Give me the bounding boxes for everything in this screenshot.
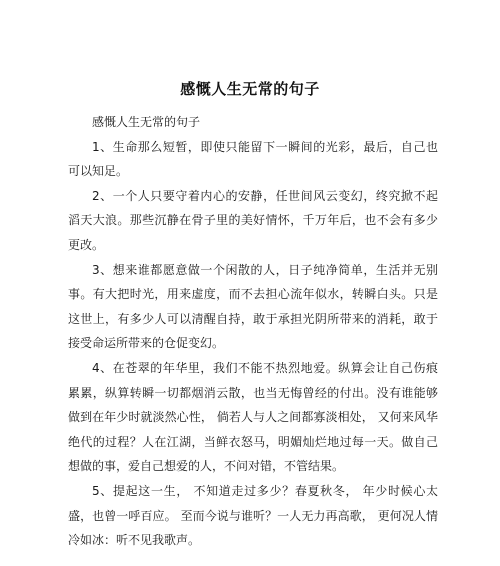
paragraph-2: 2、一个人只要守着内心的安静，任世间风云变幻，终究掀不起 滔天大浪。那些沉静在骨子里的美好情怀，千万年后，也不会有多少 更改。 xyxy=(68,188,438,252)
paragraph-4: 4、在苍翠的年华里，我们不能不热烈地爱。纵算会让自己伤痕 累累，纵算转瞬一切都烟消云散，也当无悔曾经的付出。没有谁能够 做到在年少时就淡然心性， 倘若人与人之间都寡淡相处， 又何来风华 绝代的过程？人在江湖，当鲜衣怒马，明媚灿烂地过每一天。做自己 想做的事，爱自己想爱的人，不问对错，不管结果。 xyxy=(68,360,438,474)
document-subtitle: 感慨人生无常的句子 xyxy=(92,115,201,129)
paragraph-1: 1、生命那么短暂，即使只能留下一瞬间的光彩，最后，自己也 可以知足。 xyxy=(68,139,438,179)
paragraph-3: 3、想来谁都愿意做一个闲散的人，日子纯净简单，生活并无别 事。有大把时光，用来虚度，而不去担心流年似水，转瞬白头。只是 这世上，有多少人可以清醒自持，敢于承担光阴所带来的消耗，敢于 接受命运所带来的仓促变幻。 xyxy=(68,262,438,351)
document-body xyxy=(68,110,438,553)
paragraph-5: 5、提起这一生， 不知道走过多少？春夏秋冬， 年少时候心太盛，也曾一呼百应。 至而今说与谁听？一人无力再高歌， 更何况人情冷如冰：听不见我歌声。 xyxy=(68,483,438,548)
document-title: 感慨人生无常的句子 xyxy=(180,80,320,98)
